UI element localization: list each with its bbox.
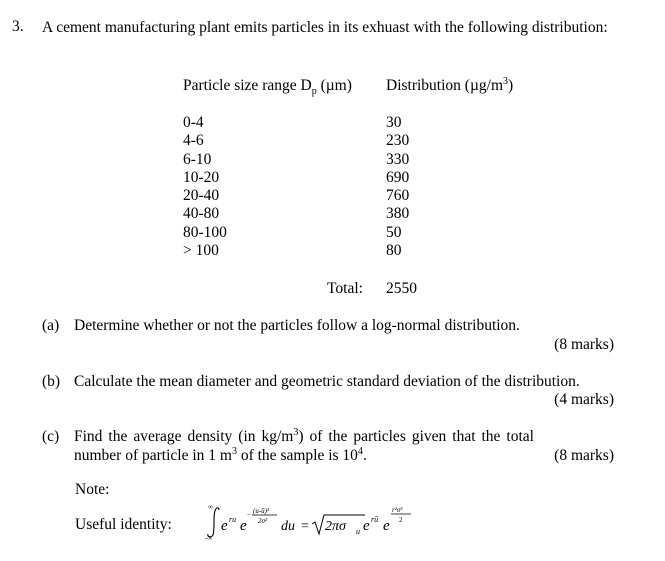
lhs-exponent-ru: ru	[229, 515, 237, 524]
du-term: du	[281, 519, 295, 534]
part-b-text: Calculate the mean diameter and geometric standard deviation of the distribution.	[74, 373, 580, 390]
gaussian-integral-formula	[203, 500, 433, 544]
lhs-exponent-denominator: 2σ²	[258, 517, 268, 525]
table-cell-range: 40-80	[183, 205, 220, 223]
table-cell-value: 380	[386, 205, 410, 223]
table-cell-value: 230	[386, 132, 410, 150]
part-c-marks: (8 marks)	[554, 447, 614, 464]
lhs-base-e2: e	[240, 518, 247, 534]
table-cell-value: 330	[386, 150, 410, 168]
part-a	[42, 316, 614, 353]
integral-upper-limit: ∞	[208, 503, 213, 511]
part-b-label: (b)	[42, 373, 61, 390]
table-cell-range: 80-100	[183, 223, 227, 241]
column-header-distribution: Distribution $(\mu g/m^3)$	[386, 76, 514, 94]
part-c-label: (c)	[42, 428, 60, 445]
lhs-exponent-numerator: (u-ū)²	[253, 507, 270, 515]
part-b-marks: (4 marks)	[554, 391, 614, 408]
useful-identity-label: Useful identity:	[75, 516, 172, 533]
question-stem: A cement manufacturing plant emits particles in its exhuast with the following distribution:	[42, 19, 608, 36]
rhs-exponent-denominator: 2	[399, 516, 403, 524]
question-number: 3.	[12, 18, 24, 35]
table-cell-value: 50	[386, 223, 402, 241]
table-cell-range: 6-10	[183, 150, 212, 168]
part-c-text: Find the average density (in $kg/m^3$) of the particles given that the total number of particle in 1 $m^3$ of the sample is $10^4$.	[74, 427, 534, 464]
sqrt-content: 2πσ	[325, 519, 346, 534]
part-b	[42, 372, 614, 408]
table-cell-value: 690	[386, 168, 410, 186]
rhs-base-e1: e	[363, 518, 370, 534]
lhs-base-e1: e	[221, 518, 228, 534]
rhs-exponent-ru: rū	[371, 515, 379, 524]
lhs-exponent-minus: −	[247, 511, 251, 519]
table-cell-value: 30	[386, 114, 402, 131]
total-value: 2550	[386, 280, 417, 297]
part-a-label: (a)	[42, 317, 60, 334]
table-cell-range: 4-6	[183, 132, 204, 150]
integral-sign-icon	[208, 508, 219, 537]
integral-lower-limit: -∞	[205, 534, 213, 542]
table-cell-value: 80	[386, 242, 402, 260]
note-label: Note:	[75, 481, 110, 498]
distribution-column	[386, 114, 409, 260]
table-cell-range: > 100	[183, 242, 219, 260]
table-cell-value: 760	[386, 187, 410, 205]
table-cell-range: 0-4	[183, 114, 204, 131]
part-c	[42, 427, 614, 465]
table-cell-range: 20-40	[183, 187, 220, 205]
column-header-particle-size: Particle size range $D_p$ (µm)	[183, 77, 352, 98]
part-a-marks: (8 marks)	[554, 336, 614, 353]
rhs-exponent-numerator: r²σ²	[392, 506, 403, 514]
part-a-text: Determine whether or not the particles follow a log-normal distribution.	[74, 317, 520, 334]
table-cell-range: 10-20	[183, 168, 220, 186]
total-label: Total:	[327, 280, 363, 297]
sigma-subscript: u	[356, 527, 360, 536]
equals-sign: =	[301, 519, 309, 534]
rhs-base-e2: e	[383, 518, 390, 534]
size-range-column	[183, 114, 227, 260]
